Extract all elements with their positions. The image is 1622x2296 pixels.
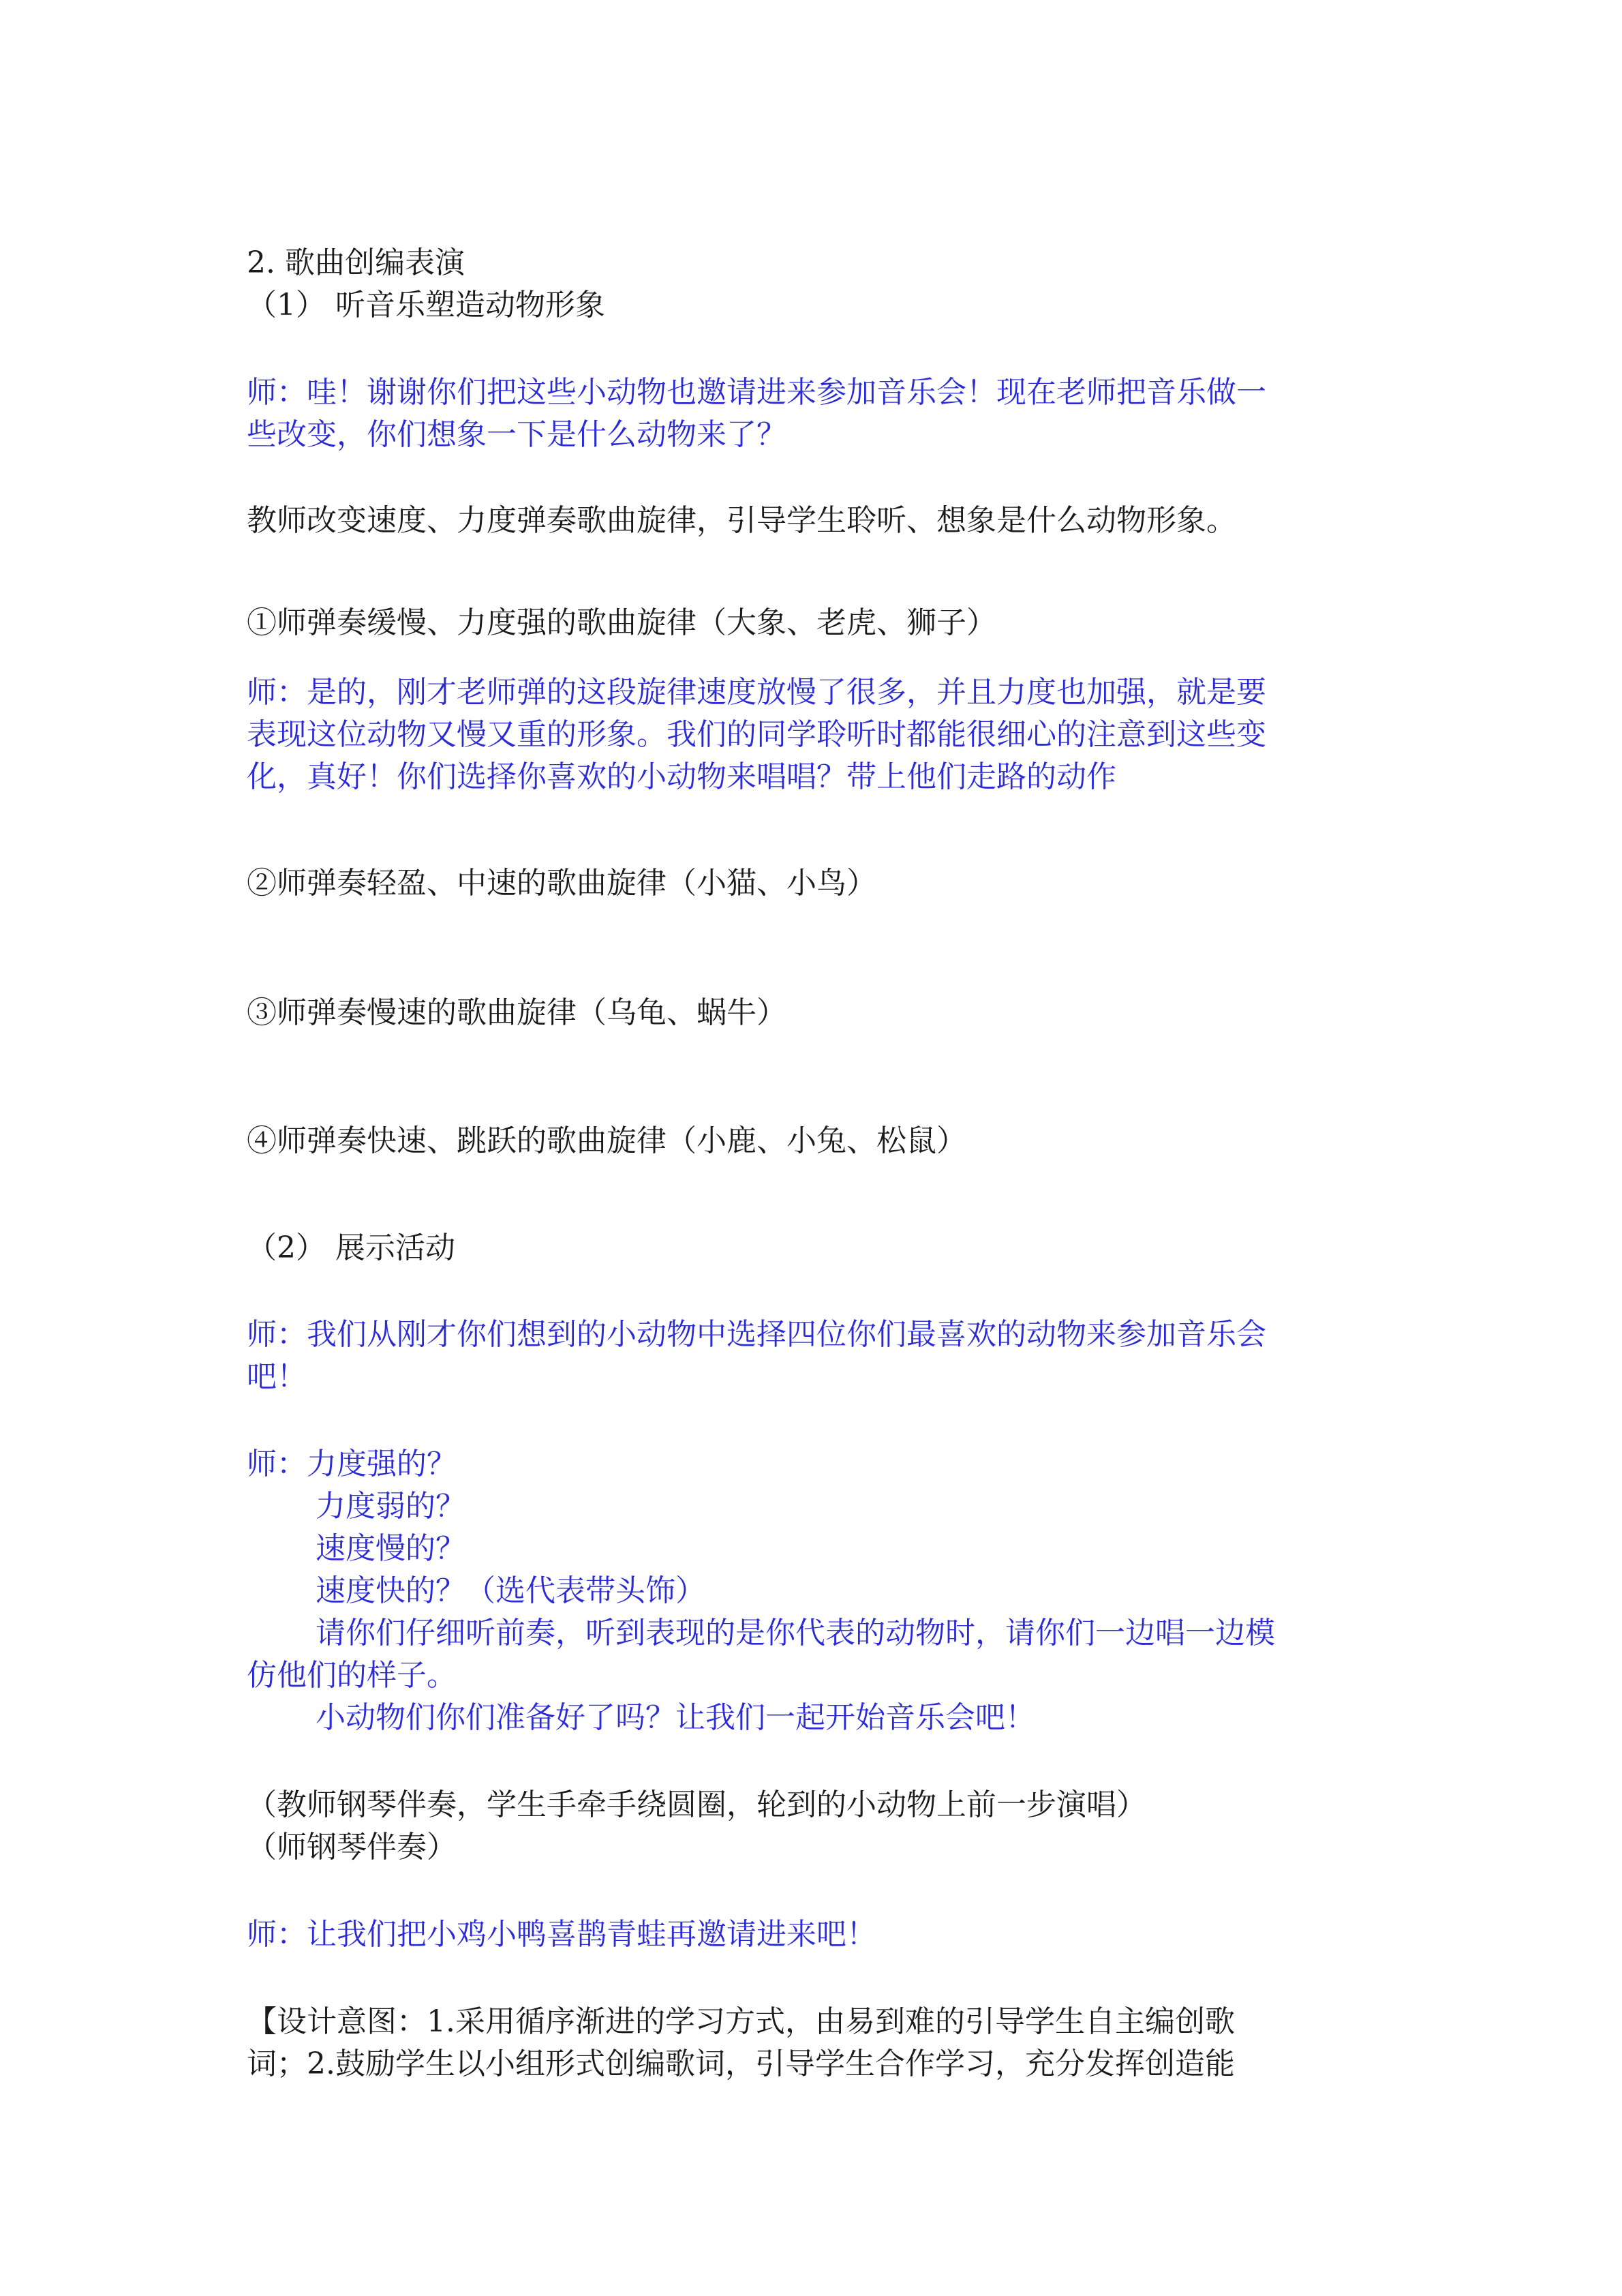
question-slow: 速度慢的？: [316, 1531, 465, 1566]
teacher-dialogue-1-line-2: 些改变，你们想象一下是什么动物来了？: [247, 417, 786, 452]
design-intent-line-1: 【设计意图：1.采用循序渐进的学习方式，由易到难的引导学生自主编创歌: [247, 2004, 1235, 2039]
list-item-1: ①师弹奏缓慢、力度强的歌曲旋律（大象、老虎、狮子）: [247, 605, 996, 640]
teacher-dialogue-1-line-1: 师：哇！谢谢你们把这些小动物也邀请进来参加音乐会！现在老师把音乐做一: [247, 375, 1266, 410]
teacher-dialogue-6: 师：让我们把小鸡小鸭喜鹊青蛙再邀请进来吧！: [247, 1917, 876, 1952]
section-heading: 2. 歌曲创编表演: [247, 245, 465, 280]
subsection-heading-1: （1） 听音乐塑造动物形象: [247, 288, 605, 322]
teacher-dialogue-5: 小动物们你们准备好了吗？让我们一起开始音乐会吧！: [316, 1700, 1035, 1735]
teacher-dialogue-4-line-1: 请你们仔细听前奏，听到表现的是你代表的动物时，请你们一边唱一边模: [316, 1616, 1275, 1650]
teacher-dialogue-4-line-2: 仿他们的样子。: [247, 1658, 457, 1693]
stage-note-2: （师钢琴伴奏）: [247, 1830, 457, 1864]
teacher-dialogue-2-line-2: 表现这位动物又慢又重的形象。我们的同学聆听时都能很细心的注意到这些变: [247, 717, 1266, 752]
teacher-dialogue-3-line-2: 吧！: [247, 1359, 307, 1394]
teacher-dialogue-3-line-1: 师：我们从刚才你们想到的小动物中选择四位你们最喜欢的动物来参加音乐会: [247, 1317, 1266, 1352]
question-fast: 速度快的？（选代表带头饰）: [316, 1573, 705, 1608]
subsection-heading-2: （2） 展示活动: [247, 1230, 455, 1265]
teacher-dialogue-2-line-3: 化，真好！你们选择你喜欢的小动物来唱唱？带上他们走路的动作: [247, 759, 1116, 794]
list-item-2: ②师弹奏轻盈、中速的歌曲旋律（小猫、小鸟）: [247, 866, 876, 901]
instruction-paragraph: 教师改变速度、力度弹奏歌曲旋律，引导学生聆听、想象是什么动物形象。: [247, 503, 1236, 538]
question-weak: 力度弱的？: [316, 1489, 465, 1524]
list-item-4: ④师弹奏快速、跳跃的歌曲旋律（小鹿、小兔、松鼠）: [247, 1123, 966, 1158]
stage-note-1: （教师钢琴伴奏，学生手牵手绕圆圈，轮到的小动物上前一步演唱）: [247, 1787, 1146, 1822]
question-strong: 师：力度强的？: [247, 1447, 457, 1481]
teacher-dialogue-2-line-1: 师：是的，刚才老师弹的这段旋律速度放慢了很多，并且力度也加强，就是要: [247, 675, 1266, 710]
design-intent-line-2: 词；2.鼓励学生以小组形式创编歌词，引导学生合作学习，充分发挥创造能: [247, 2046, 1235, 2081]
list-item-3: ③师弹奏慢速的歌曲旋律（乌龟、蜗牛）: [247, 995, 786, 1030]
